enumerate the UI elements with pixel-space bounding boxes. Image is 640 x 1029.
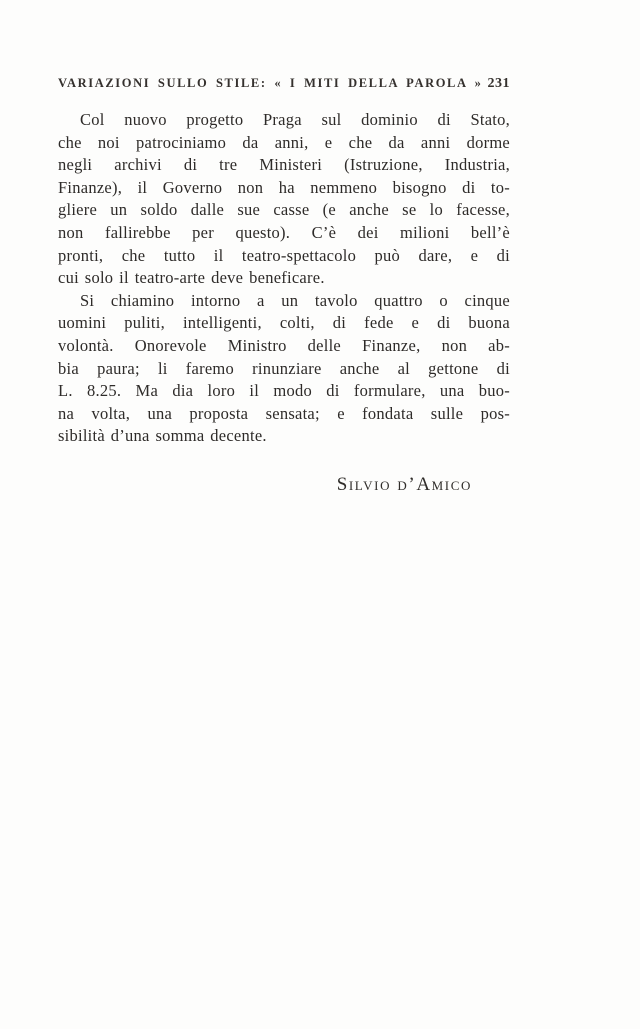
text-line: volontà. Onorevole Ministro delle Finanze, non ab- — [58, 335, 510, 355]
text-line: L. 8.25. Ma dia loro il modo di formulare, una buo- — [58, 381, 510, 401]
text-line: sibilità d’una somma decente. — [58, 426, 267, 446]
text-line: uomini puliti, intelligenti, colti, di fede e di buona — [58, 313, 510, 333]
text-line: bia paura; li faremo rinunziare anche al gettone di — [58, 358, 510, 378]
running-header — [58, 76, 510, 92]
text-line: cui solo il teatro-arte deve beneficare. — [58, 268, 325, 288]
paragraph — [58, 109, 510, 290]
text-line: pronti, che tutto il teatro-spettacolo può dare, e di — [58, 245, 510, 265]
text-line: na volta, una proposta sensata; e fondata sulle pos- — [58, 403, 510, 423]
text-line: che noi patrociniamo da anni, e che da anni dorme — [58, 132, 510, 152]
running-header-title: VARIAZIONI SULLO STILE: « I MITI DELLA PAROLA » — [58, 76, 483, 90]
text-line: non fallirebbe per questo). C’è dei milioni bell’è — [58, 222, 510, 242]
text-line: Si chiamino intorno a un tavolo quattro o cinque — [80, 290, 510, 310]
text-line: negli archivi di tre Ministeri (Istruzione, Industria, — [58, 155, 510, 175]
text-block — [58, 76, 510, 497]
page-number: 231 — [487, 76, 510, 91]
text-line: gliere un soldo dalle sue casse (e anche se lo facesse, — [58, 200, 510, 220]
text-line: Col nuovo progetto Praga sul dominio di Stato, — [80, 110, 510, 129]
paragraph — [58, 290, 510, 448]
text-line: Finanze), il Governo non ha nemmeno bisogno di to- — [58, 177, 510, 197]
body-text — [58, 109, 510, 497]
author-signature: Silvio d’Amico — [336, 473, 472, 495]
